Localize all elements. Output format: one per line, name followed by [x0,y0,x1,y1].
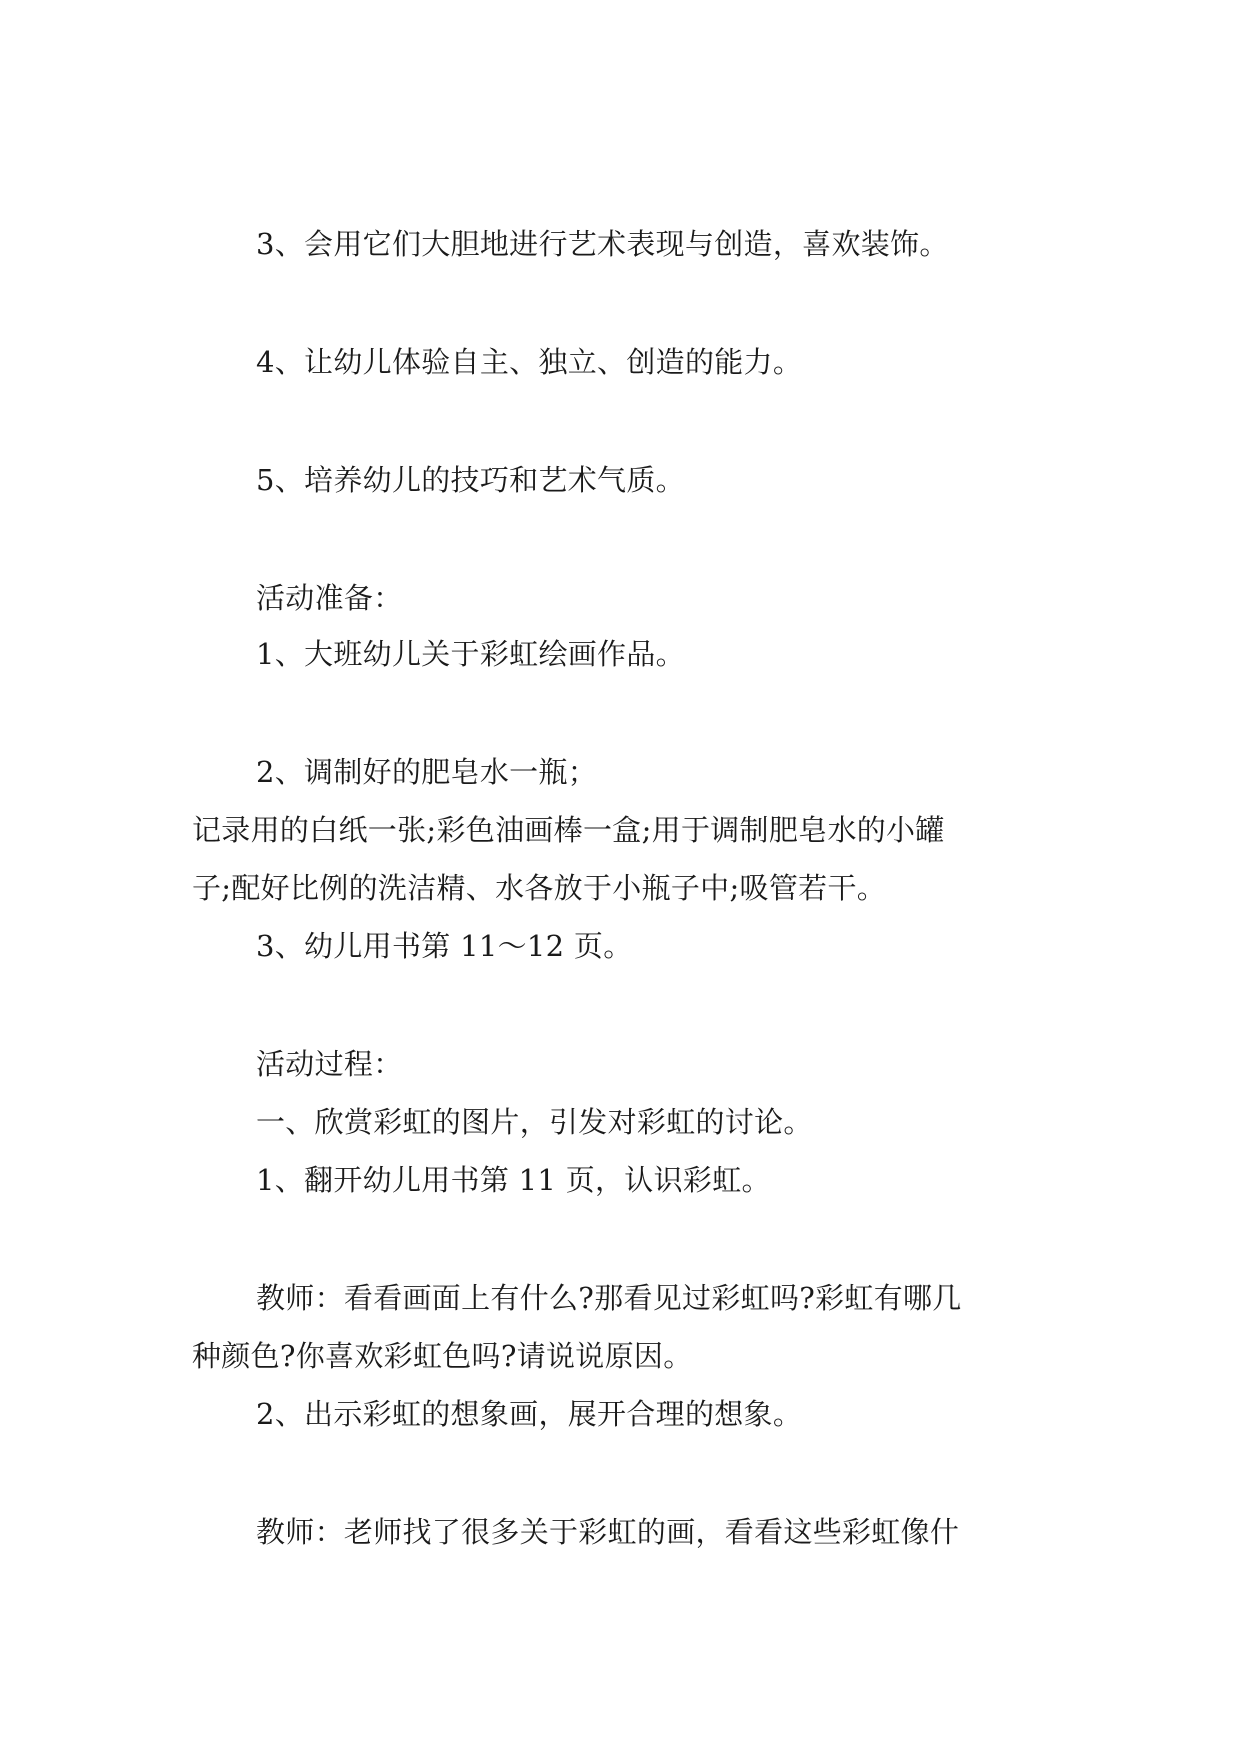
teacher-dialogue-2: 教师：老师找了很多关于彩虹的画，看看这些彩虹像什 [256,1515,960,1549]
preparation-item-2: 2、调制好的肥皂水一瓶； [256,755,598,789]
preparation-item-3: 3、幼儿用书第 11～12 页。 [256,929,633,963]
teacher-dialogue-1-continued: 种颜色?你喜欢彩虹色吗?请说说原因。 [192,1339,693,1373]
section-heading-preparation: 活动准备： [256,581,403,615]
goal-item-3: 3、会用它们大胆地进行艺术表现与创造，喜欢装饰。 [256,227,949,261]
goal-item-4: 4、让幼儿体验自主、独立、创造的能力。 [256,345,803,379]
preparation-item-2-continued: 记录用的白纸一张;彩色油画棒一盒;用于调制肥皂水的小罐 [192,813,945,847]
preparation-item-2-continued-2: 子;配好比例的洗洁精、水各放于小瓶子中;吸管若干。 [192,871,887,905]
process-step-1: 一、欣赏彩虹的图片，引发对彩虹的讨论。 [256,1105,813,1139]
teacher-dialogue-1: 教师：看看画面上有什么?那看见过彩虹吗?彩虹有哪几 [256,1281,962,1315]
goal-item-5: 5、培养幼儿的技巧和艺术气质。 [256,463,685,497]
process-substep-2: 2、出示彩虹的想象画，展开合理的想象。 [256,1397,803,1431]
preparation-item-1: 1、大班幼儿关于彩虹绘画作品。 [256,637,685,671]
section-heading-process: 活动过程： [256,1047,403,1081]
process-substep-1: 1、翻开幼儿用书第 11 页，认识彩虹。 [256,1163,771,1197]
